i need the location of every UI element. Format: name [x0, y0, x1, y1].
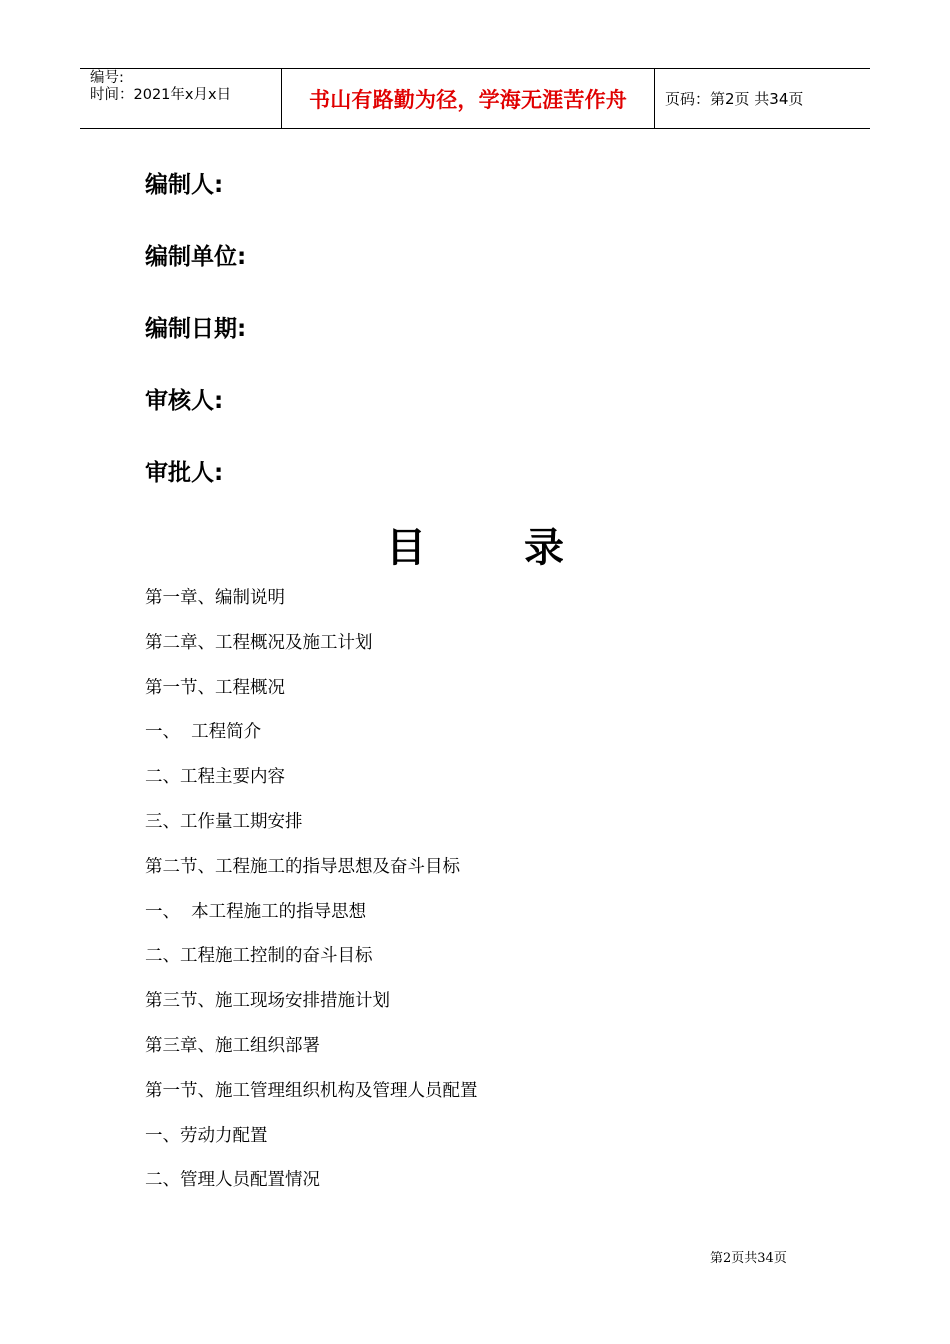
field-compiler: 编制人:: [145, 172, 224, 198]
toc-item[interactable]: 二、工程主要内容: [145, 767, 285, 788]
toc-title-part2: 录: [524, 524, 564, 571]
toc-item[interactable]: 二、工程施工控制的奋斗目标: [145, 946, 373, 967]
toc-item[interactable]: 一、 工程简介: [145, 722, 262, 743]
toc-item[interactable]: 第三节、施工现场安排措施计划: [145, 991, 390, 1012]
toc-item[interactable]: 第一章、编制说明: [145, 588, 285, 608]
toc-item[interactable]: 第一节、工程概况: [145, 677, 285, 698]
table-of-contents: [145, 586, 478, 1213]
page-footer: 第2页共34页: [710, 1251, 787, 1266]
field-approver: 审批人:: [145, 460, 224, 486]
toc-item[interactable]: 第一节、施工管理组织机构及管理人员配置: [145, 1080, 478, 1101]
header-meta: [80, 69, 281, 128]
toc-item[interactable]: 一、劳动力配置: [145, 1125, 268, 1146]
toc-item[interactable]: 第二章、工程概况及施工计划: [145, 632, 373, 653]
header-motto: 书山有路勤为径，学海无涯苦作舟: [281, 69, 655, 128]
field-compiling-date: 编制日期:: [145, 316, 247, 342]
field-compiling-unit: 编制单位:: [145, 244, 247, 270]
toc-item[interactable]: 三、工作量工期安排: [145, 811, 303, 832]
document-number-label: 编号:: [90, 70, 124, 86]
header-page-info: 页码：第2页 共34页: [665, 90, 804, 108]
toc-item[interactable]: 第三章、施工组织部署: [145, 1035, 320, 1056]
toc-title: [0, 516, 950, 573]
toc-item[interactable]: 一、 本工程施工的指导思想: [145, 901, 367, 922]
page-header: [80, 68, 870, 129]
toc-item[interactable]: 二、管理人员配置情况: [145, 1170, 320, 1191]
toc-title-part1: 目: [386, 524, 426, 571]
field-reviewer: 审核人:: [145, 388, 224, 414]
document-time-label: 时间：2021年x月x日: [90, 87, 232, 103]
toc-item[interactable]: 第二节、工程施工的指导思想及奋斗目标: [145, 856, 460, 877]
